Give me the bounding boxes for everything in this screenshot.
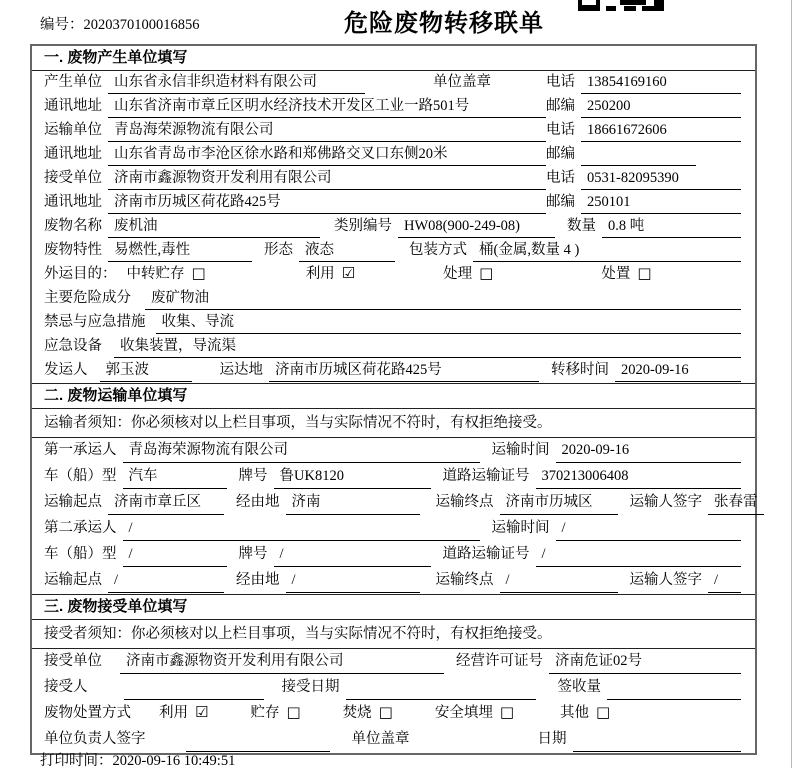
manifest-form	[30, 44, 757, 755]
carrier2-origin-value: /	[108, 568, 224, 593]
vehicle-type-label: 车（船）型	[44, 468, 117, 484]
waste-name-value: 废机油	[108, 215, 320, 238]
row-emergency-equipment	[32, 335, 755, 359]
receiver-notice: 接受者须知：你必须核对以上栏目事项，当与实际情况不符时，有权拒绝接受。	[32, 620, 755, 649]
disposal-option-incinerate: 焚烧 □	[342, 703, 393, 721]
destination-label: 运达地	[219, 362, 263, 378]
destination-value: 济南市历城区荷花路425号	[269, 359, 539, 382]
row-second-vehicle	[32, 542, 755, 568]
row-hazard-component	[32, 287, 755, 311]
print-time-value: 2020-09-16 10:49:51	[112, 753, 236, 769]
quantity-label: 数量	[567, 218, 596, 234]
hazard-label: 主要危险成分	[44, 290, 131, 306]
row-receiver	[32, 167, 755, 191]
emergency-value: 收集、导流	[156, 311, 742, 334]
row-producer	[32, 71, 755, 95]
row-waste-name	[32, 215, 755, 239]
carrier-sign-label: 运输人签字	[629, 494, 702, 510]
purpose-option-transfer-storage: 中转贮存 □	[126, 264, 206, 282]
checkbox-unchecked-icon: □	[499, 703, 515, 721]
purpose-option-utilize: 利用 ☑	[305, 264, 356, 282]
serial-label: 编号：	[40, 17, 84, 33]
carrier2-end-value: /	[500, 568, 618, 593]
checkbox-unchecked-icon: □	[286, 703, 301, 721]
producer-label: 产生单位	[44, 74, 102, 90]
form-label: 形态	[264, 242, 293, 258]
transporter-label: 运输单位	[44, 122, 102, 138]
category-label: 类别编号	[334, 218, 392, 234]
carrier2-permit-value: /	[536, 542, 742, 567]
carrier2-via-value: /	[286, 568, 420, 593]
transporter-zip-value	[581, 143, 696, 166]
receiving-unit-value: 济南市鑫源物资开发利用有限公司	[120, 649, 444, 674]
accept-date-value	[346, 675, 536, 700]
carrier1-via-value: 济南	[286, 490, 420, 515]
row-acceptor	[32, 675, 755, 701]
carrier1-time-value: 2020-09-16	[556, 438, 742, 463]
received-amount-value	[607, 675, 741, 700]
shipper-value: 郭玉波	[100, 359, 192, 382]
row-first-carrier	[32, 438, 755, 464]
carrier2-vehicle-value: /	[123, 542, 227, 567]
page-edge-line	[791, 0, 792, 768]
row-transporter	[32, 119, 755, 143]
section-2-header: 二. 废物运输单位填写	[32, 383, 755, 409]
date-label: 日期	[537, 731, 567, 747]
transfer-time-value: 2020-09-16	[615, 359, 741, 382]
section-3-header: 三. 废物接受单位填写	[32, 594, 755, 620]
transporter-notice: 运输者须知：你必须核对以上栏目事项，当与实际情况不符时，有权拒绝接受。	[32, 409, 755, 438]
qr-code-fragment	[578, 0, 664, 11]
origin-label: 运输起点	[44, 572, 102, 588]
hazard-value: 废矿物油	[145, 287, 741, 310]
row-transport-purpose	[32, 263, 755, 287]
unit-seal-label: 单位盖章	[433, 74, 491, 90]
row-transporter-address	[32, 143, 755, 167]
checkbox-checked-icon: ☑	[341, 264, 356, 282]
manager-sign-label: 单位负责人签字	[44, 731, 146, 747]
origin-label: 运输起点	[44, 494, 102, 510]
row-second-carrier	[32, 516, 755, 542]
packing-label: 包装方式	[409, 242, 467, 258]
date-value	[573, 727, 742, 752]
disposal-option-storage: 贮存 □	[250, 703, 301, 721]
quantity-value: 0.8 吨	[602, 215, 741, 238]
emergency-label: 禁忌与应急措施	[44, 314, 146, 330]
transporter-address-value: 山东省青岛市李沧区徐水路和郑佛路交叉口东侧20米	[108, 143, 546, 166]
disposal-option-utilize: 利用 ☑	[159, 703, 209, 721]
shipper-label: 发运人	[44, 362, 88, 378]
transfer-time-label: 转移时间	[551, 362, 609, 378]
form-value: 液态	[299, 239, 395, 262]
section-1-header: 一. 废物产生单位填写	[32, 46, 755, 71]
carrier1-sign-value: 张春雷	[708, 490, 764, 515]
row-shipper	[32, 359, 755, 383]
packing-value: 桶(金属,数量 4 )	[473, 239, 741, 262]
serial-number: 2020370100016856	[83, 17, 200, 33]
purpose-label: 外运目的：	[44, 266, 117, 282]
section-producer	[32, 46, 755, 383]
transporter-value: 青岛海荣源物流有限公司	[108, 119, 546, 142]
zip-label: 邮编	[546, 98, 575, 114]
waste-name-label: 废物名称	[44, 218, 102, 234]
row-emergency-measures	[32, 311, 755, 335]
license-value: 济南危证02号	[549, 649, 741, 674]
row-receiver-address	[32, 191, 755, 215]
zip-label: 邮编	[546, 146, 575, 162]
carrier2-label: 第二承运人	[44, 520, 117, 536]
phone-label: 电话	[546, 170, 575, 186]
received-amount-label: 签收量	[557, 679, 601, 695]
carrier-sign-label: 运输人签字	[629, 572, 702, 588]
carrier2-time-value: /	[556, 516, 742, 541]
character-value: 易燃性,毒性	[108, 239, 252, 262]
row-receiving-unit	[32, 649, 755, 675]
disposal-label: 废物处置方式	[44, 705, 131, 721]
disposal-option-other: 其他 □	[560, 703, 611, 721]
row-first-route	[32, 490, 758, 516]
plate-label: 牌号	[238, 468, 268, 484]
carrier2-sign-value: /	[708, 568, 741, 593]
carrier2-plate-value: /	[274, 542, 431, 567]
address-label: 通讯地址	[44, 146, 102, 162]
phone-label: 电话	[546, 74, 575, 90]
print-time-line	[40, 749, 235, 770]
carrier1-plate-value: 鲁UK8120	[274, 464, 431, 489]
via-label: 经由地	[236, 494, 280, 510]
transport-time-label: 运输时间	[491, 442, 550, 458]
zip-label: 邮编	[546, 194, 575, 210]
category-value: HW08(900-249-08)	[398, 215, 555, 238]
document-header	[0, 0, 796, 42]
end-label: 运输终点	[435, 494, 494, 510]
plate-label: 牌号	[238, 546, 268, 562]
purpose-option-dispose: 处置 □	[601, 264, 652, 282]
acceptor-value	[124, 675, 264, 700]
checkbox-unchecked-icon: □	[191, 264, 206, 282]
road-permit-label: 道路运输证号	[442, 468, 530, 484]
end-label: 运输终点	[435, 572, 494, 588]
checkbox-checked-icon: ☑	[195, 703, 209, 721]
carrier1-label: 第一承运人	[44, 442, 117, 458]
accept-date-label: 接受日期	[281, 679, 340, 695]
address-label: 通讯地址	[44, 194, 102, 210]
carrier1-permit-value: 370213006408	[536, 464, 742, 489]
road-permit-label: 道路运输证号	[442, 546, 530, 562]
row-second-route	[32, 568, 755, 594]
vehicle-type-label: 车（船）型	[44, 546, 117, 562]
transport-time-label: 运输时间	[491, 520, 550, 536]
character-label: 废物特性	[44, 242, 102, 258]
carrier2-value: /	[123, 516, 480, 541]
via-label: 经由地	[236, 572, 280, 588]
carrier1-value: 青岛海荣源物流有限公司	[123, 438, 480, 463]
producer-address-value: 山东省济南市章丘区明水经济技术开发区工业一路501号	[108, 95, 546, 118]
checkbox-unchecked-icon: □	[378, 703, 393, 721]
print-time-label: 打印时间：	[40, 753, 113, 769]
producer-phone-value: 13854169160	[581, 71, 741, 94]
row-disposal-method	[32, 701, 755, 727]
acceptor-label: 接受人	[44, 679, 88, 695]
equipment-label: 应急设备	[44, 338, 102, 354]
receiver-zip-value: 250101	[581, 191, 741, 214]
disposal-option-landfill: 安全填埋 □	[434, 703, 515, 721]
producer-value: 山东省永信非织造材料有限公司	[108, 71, 365, 94]
page-title: 危险废物转移联单	[344, 11, 544, 37]
row-waste-character	[32, 239, 755, 263]
checkbox-unchecked-icon: □	[479, 264, 494, 282]
row-first-vehicle	[32, 464, 755, 490]
phone-label: 电话	[546, 122, 575, 138]
checkbox-unchecked-icon: □	[637, 264, 652, 282]
checkbox-unchecked-icon: □	[596, 703, 611, 721]
section-transporter	[32, 383, 758, 594]
carrier1-end-value: 济南市历城区	[500, 490, 618, 515]
receiver-phone-value: 0531-82095390	[581, 167, 741, 190]
transporter-phone-value: 18661672606	[581, 119, 741, 142]
row-producer-address	[32, 95, 755, 119]
receiving-unit-label: 接受单位	[44, 653, 102, 669]
carrier1-vehicle-value: 汽车	[123, 464, 227, 489]
unit-seal-label: 单位盖章	[351, 731, 410, 747]
address-label: 通讯地址	[44, 98, 102, 114]
equipment-value: 收集装置，导流渠	[114, 335, 741, 358]
receiver-address-value: 济南市历城区荷花路425号	[108, 191, 546, 214]
section-receiver	[32, 594, 755, 753]
receiver-label: 接受单位	[44, 170, 102, 186]
receiver-value: 济南市鑫源物资开发利用有限公司	[108, 167, 546, 190]
carrier1-origin-value: 济南市章丘区	[108, 490, 224, 515]
producer-zip-value: 250200	[581, 95, 741, 118]
license-label: 经营许可证号	[456, 653, 543, 669]
purpose-option-treat: 处理 □	[443, 264, 494, 282]
